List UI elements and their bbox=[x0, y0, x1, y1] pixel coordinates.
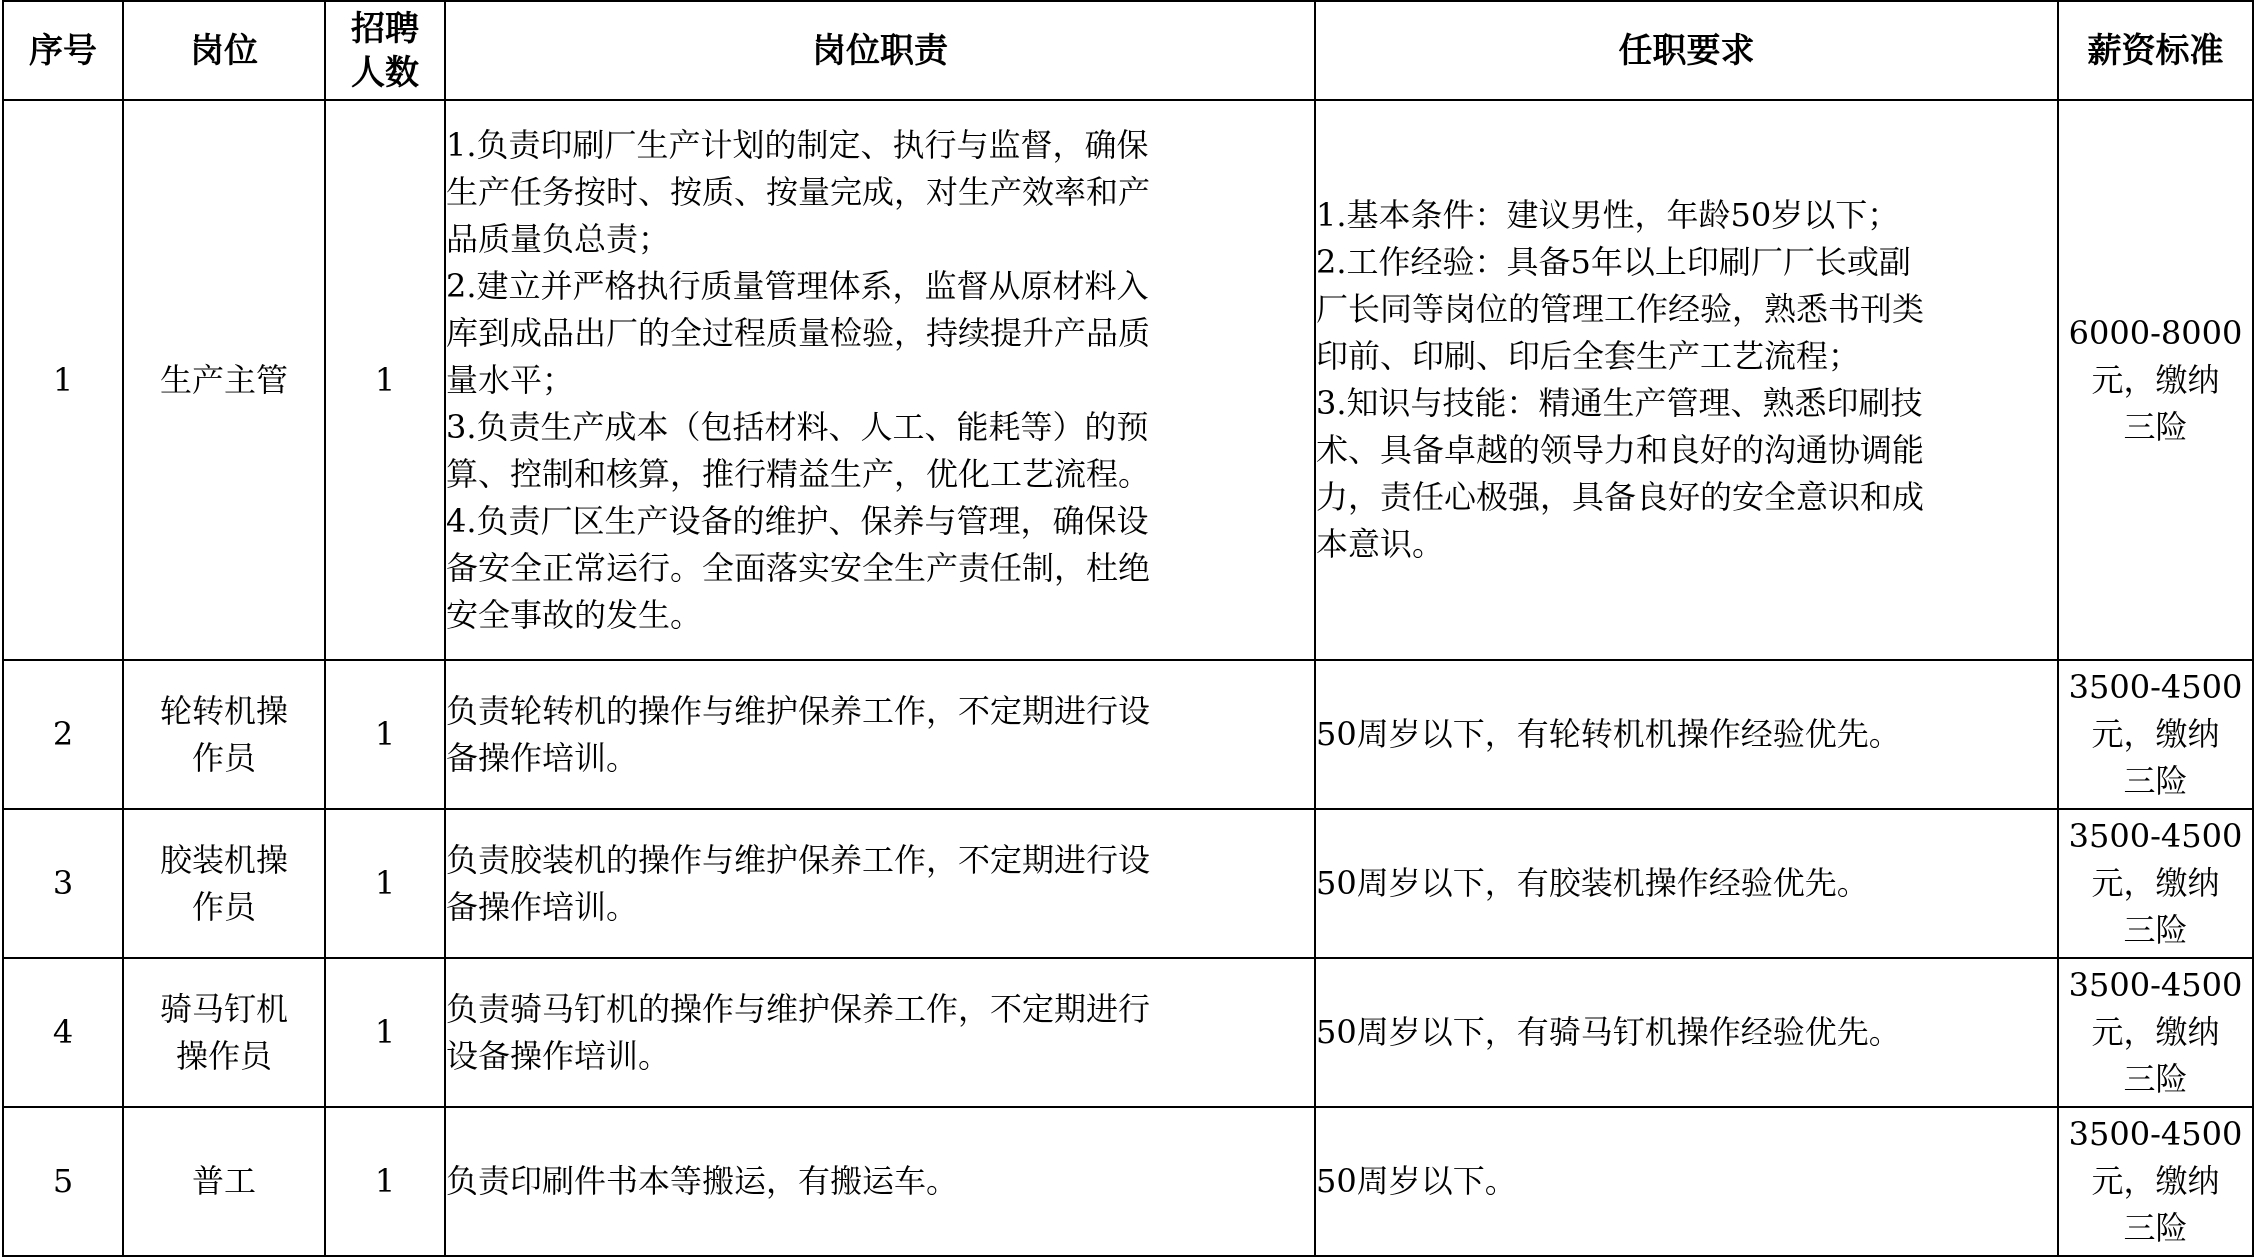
row-index: 1 bbox=[3, 100, 123, 660]
header-count-line: 招聘 bbox=[351, 8, 419, 49]
requirement-line: 1.基本条件：建议男性，年龄50岁以下； bbox=[1316, 196, 1900, 234]
duty-line: 生产任务按时、按质、按量完成，对生产效率和产 bbox=[446, 172, 1151, 211]
header-position: 岗位 bbox=[123, 1, 325, 100]
requirement-line: 50周岁以下。 bbox=[1316, 1162, 1517, 1200]
row-position bbox=[123, 958, 325, 1107]
row-position bbox=[123, 660, 325, 809]
header-row bbox=[3, 1, 2253, 100]
row-count: 1 bbox=[325, 100, 445, 660]
duty-line: 2.建立并严格执行质量管理体系，监督从原材料入 bbox=[446, 266, 1149, 305]
table-row bbox=[3, 958, 2253, 1107]
position-line: 胶装机操 bbox=[159, 840, 288, 879]
header-count bbox=[325, 1, 445, 100]
row-count: 1 bbox=[325, 809, 445, 958]
row-duties bbox=[445, 958, 1315, 1107]
requirement-line: 50周岁以下，有轮转机机操作经验优先。 bbox=[1316, 715, 1901, 753]
duty-line: 3.负责生产成本（包括材料、人工、能耗等）的预 bbox=[446, 407, 1149, 446]
requirement-line: 50周岁以下，有骑马钉机操作经验优先。 bbox=[1316, 1013, 1901, 1051]
requirement-line: 2.工作经验：具备5年以上印刷厂厂长或副 bbox=[1316, 243, 1911, 281]
duty-line: 量水平； bbox=[446, 360, 575, 399]
salary-line: 元，缴纳 bbox=[2091, 864, 2220, 902]
row-count: 1 bbox=[325, 958, 445, 1107]
header-duties: 岗位职责 bbox=[445, 1, 1315, 100]
row-index: 4 bbox=[3, 958, 123, 1107]
row-requirements bbox=[1315, 660, 2058, 809]
row-index: 3 bbox=[3, 809, 123, 958]
duty-line: 负责胶装机的操作与维护保养工作，不定期进行设 bbox=[446, 840, 1151, 879]
row-salary bbox=[2058, 809, 2253, 958]
salary-line: 3500-4500 bbox=[2068, 966, 2243, 1004]
row-salary bbox=[2058, 100, 2253, 660]
row-duties bbox=[445, 660, 1315, 809]
salary-line: 3500-4500 bbox=[2068, 817, 2243, 855]
salary-line: 三险 bbox=[2123, 762, 2188, 800]
duty-line: 备操作培训。 bbox=[446, 887, 639, 926]
row-duties bbox=[445, 809, 1315, 958]
requirement-line: 术、具备卓越的领导力和良好的沟通协调能 bbox=[1316, 431, 1925, 469]
duty-line: 负责骑马钉机的操作与维护保养工作，不定期进行 bbox=[446, 989, 1151, 1028]
row-position: 生产主管 bbox=[123, 100, 325, 660]
salary-line: 6000-8000 bbox=[2068, 313, 2243, 352]
row-requirements bbox=[1315, 809, 2058, 958]
salary-line: 三险 bbox=[2123, 1209, 2188, 1247]
row-requirements bbox=[1315, 958, 2058, 1107]
row-salary bbox=[2058, 660, 2253, 809]
row-count: 1 bbox=[325, 1107, 445, 1256]
duty-line: 负责印刷件书本等搬运，有搬运车。 bbox=[446, 1162, 959, 1200]
salary-line: 元，缴纳 bbox=[2091, 1013, 2220, 1051]
requirement-line: 50周岁以下，有胶装机操作经验优先。 bbox=[1316, 864, 1869, 902]
duty-line: 备操作培训。 bbox=[446, 738, 639, 777]
header-requirements: 任职要求 bbox=[1315, 1, 2058, 100]
row-count: 1 bbox=[325, 660, 445, 809]
salary-line: 3500-4500 bbox=[2068, 668, 2243, 706]
row-index: 5 bbox=[3, 1107, 123, 1256]
duty-line: 1.负责印刷厂生产计划的制定、执行与监督，确保 bbox=[446, 125, 1149, 164]
salary-line: 元，缴纳 bbox=[2091, 715, 2220, 753]
duty-line: 算、控制和核算，推行精益生产，优化工艺流程。 bbox=[446, 454, 1151, 493]
duty-line: 品质量负总责； bbox=[446, 219, 671, 258]
duty-line: 负责轮转机的操作与维护保养工作，不定期进行设 bbox=[446, 691, 1151, 730]
row-requirements bbox=[1315, 100, 2058, 660]
position-line: 操作员 bbox=[175, 1036, 272, 1075]
salary-line: 三险 bbox=[2123, 1060, 2188, 1098]
position-line: 作员 bbox=[191, 887, 256, 926]
row-position: 普工 bbox=[123, 1107, 325, 1256]
row-position bbox=[123, 809, 325, 958]
duty-line: 备安全正常运行。全面落实安全生产责任制，杜绝 bbox=[446, 548, 1151, 587]
requirement-line: 印前、印刷、印后全套生产工艺流程； bbox=[1316, 337, 1861, 375]
recruitment-table bbox=[2, 0, 2254, 1257]
row-salary bbox=[2058, 958, 2253, 1107]
requirement-line: 厂长同等岗位的管理工作经验，熟悉书刊类 bbox=[1316, 290, 1925, 328]
duty-line: 库到成品出厂的全过程质量检验，持续提升产品质 bbox=[446, 313, 1151, 352]
row-salary bbox=[2058, 1107, 2253, 1256]
requirement-line: 3.知识与技能：精通生产管理、熟悉印刷技 bbox=[1316, 384, 1923, 422]
header-count-line: 人数 bbox=[351, 52, 419, 93]
table-row bbox=[3, 809, 2253, 958]
salary-line: 3500-4500 bbox=[2068, 1115, 2243, 1153]
header-index: 序号 bbox=[3, 1, 123, 100]
row-duties bbox=[445, 1107, 1315, 1256]
position-line: 作员 bbox=[191, 738, 256, 777]
salary-line: 元，缴纳 bbox=[2091, 1162, 2220, 1200]
duty-line: 安全事故的发生。 bbox=[446, 595, 703, 634]
requirement-line: 本意识。 bbox=[1316, 525, 1445, 563]
table-row bbox=[3, 100, 2253, 660]
position-line: 轮转机操 bbox=[159, 691, 288, 730]
duty-line: 4.负责厂区生产设备的维护、保养与管理，确保设 bbox=[446, 501, 1149, 540]
salary-line: 三险 bbox=[2123, 911, 2188, 949]
row-requirements bbox=[1315, 1107, 2058, 1256]
row-duties bbox=[445, 100, 1315, 660]
duty-line: 设备操作培训。 bbox=[446, 1036, 671, 1075]
salary-line: 元，缴纳 bbox=[2091, 360, 2220, 399]
table-row bbox=[3, 1107, 2253, 1256]
salary-line: 三险 bbox=[2123, 407, 2188, 446]
header-salary: 薪资标准 bbox=[2058, 1, 2253, 100]
position-line: 骑马钉机 bbox=[159, 989, 288, 1028]
row-index: 2 bbox=[3, 660, 123, 809]
requirement-line: 力，责任心极强，具备良好的安全意识和成 bbox=[1316, 478, 1925, 516]
table-row bbox=[3, 660, 2253, 809]
